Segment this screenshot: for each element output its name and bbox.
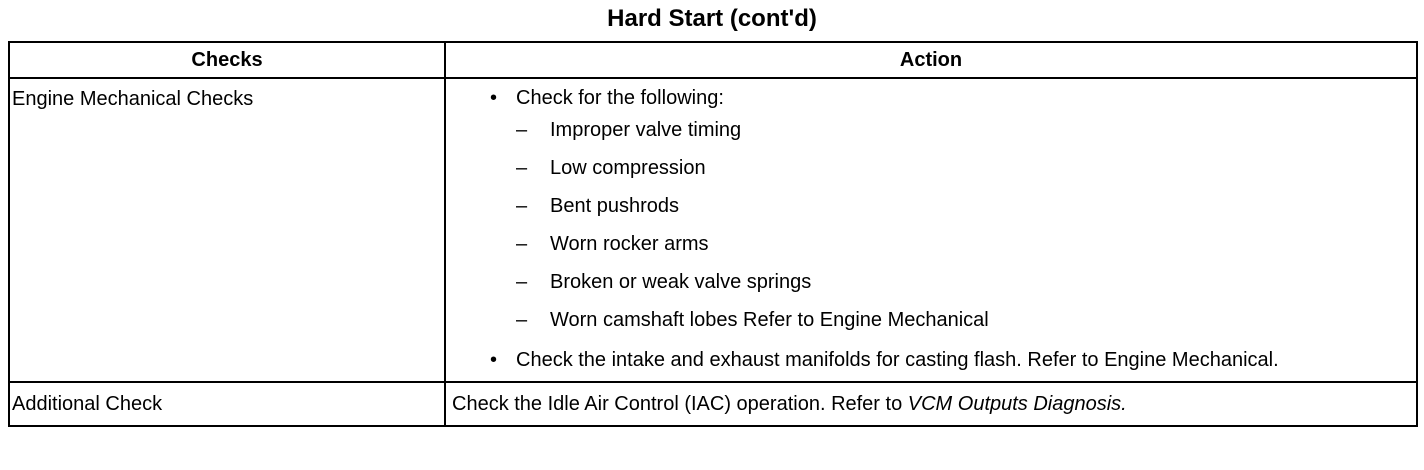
sub-item <box>516 193 1402 231</box>
table-row <box>9 78 1417 382</box>
bullet-item <box>456 85 1402 337</box>
dash-marker: – <box>516 157 528 179</box>
sub-item-text: Worn rocker arms <box>550 233 709 255</box>
action-column-header: Action <box>445 42 1417 78</box>
action-bullet-list <box>456 85 1402 373</box>
bullet-item <box>456 347 1402 373</box>
checks-column-header: Checks <box>9 42 445 78</box>
sub-item-text: Low compression <box>550 157 706 179</box>
check-cell-engine-mechanical: Engine Mechanical Checks <box>9 78 445 382</box>
action-cell-engine-mechanical <box>445 78 1417 382</box>
sub-item-text: Worn camshaft lobes Refer to Engine Mechanical <box>550 309 989 331</box>
bullet-marker: • <box>490 87 498 109</box>
action-cell-additional <box>445 382 1417 426</box>
sub-item-text: Improper valve timing <box>550 119 742 141</box>
sub-item <box>516 117 1402 155</box>
action-text: Check the Idle Air Control (IAC) operation. Refer to <box>452 393 908 415</box>
table-row <box>9 382 1417 426</box>
dash-marker: – <box>516 119 528 141</box>
check-cell-additional: Additional Check <box>9 382 445 426</box>
reference-link-text: VCM Outputs Diagnosis. <box>907 393 1127 415</box>
sub-item-text: Bent pushrods <box>550 195 679 217</box>
table-header-row <box>9 42 1417 78</box>
dash-marker: – <box>516 233 528 255</box>
bullet-marker: • <box>490 349 498 371</box>
sub-item-text: Broken or weak valve springs <box>550 271 812 293</box>
sub-item-list <box>516 117 1402 337</box>
bullet-text: Check the intake and exhaust manifolds for casting flash. Refer to Engine Mechanical. <box>516 349 1279 371</box>
sub-item <box>516 269 1402 307</box>
diagnostic-table <box>8 41 1418 427</box>
dash-marker: – <box>516 309 528 331</box>
sub-item <box>516 231 1402 269</box>
sub-item <box>516 307 1402 337</box>
bullet-text: Check for the following: <box>516 87 724 109</box>
dash-marker: – <box>516 271 528 293</box>
sub-item <box>516 155 1402 193</box>
page-title: Hard Start (cont'd) <box>607 5 817 32</box>
dash-marker: – <box>516 195 528 217</box>
